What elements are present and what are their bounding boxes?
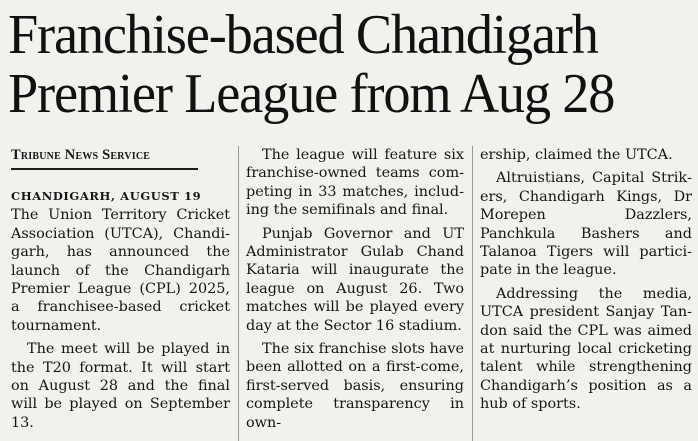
article-column-2 <box>246 146 464 437</box>
headline-line-1: Franchise-based Chandigarh <box>8 4 598 66</box>
paragraph-3: The league will feature six franchise-owned teams competing in 33 matches, including the semifinals and final. <box>246 147 464 219</box>
headline-line-2: Premier League from Aug 28 <box>8 63 615 125</box>
byline-underline <box>11 168 198 170</box>
paragraph-2: The meet will be played in the T20 format. It will start on August 28 and the final will be played on September 13. <box>11 341 230 431</box>
paragraph-5-continued: ership, claimed the UTCA. <box>480 147 673 163</box>
byline: Tribune News Service <box>11 147 151 163</box>
headline <box>8 6 677 124</box>
paragraph-7: Addressing the media, UTCA president Sanjay Tandon said the CPL was aimed at nurturing local cricketing talent while strengthening Chandigarh’s position as a hub of sports. <box>480 285 692 413</box>
dateline: CHANDIGARH, AUGUST 19 <box>11 189 202 204</box>
paragraph-6: Altruistians, Capital Strikers, Chandigarh Kings, Dr Morepen Dazzlers, Panchkula Bashers and Talanoa Tigers will participate in the league. <box>480 170 692 279</box>
article-column-3 <box>480 146 692 419</box>
column-divider-2 <box>472 146 473 441</box>
paragraph-1: The Union Territory Cricket Association (UTCA), Chandigarh, has announced the launch of the Chandigarh Premier League (CPL) 2025, a franchisee-based cricket tournament. <box>11 207 230 334</box>
paragraph-5: The six franchise slots have been allotted on a first-come, first-served basis, ensuring complete transparency in own- <box>246 341 464 431</box>
paragraph-4: Punjab Governor and UT Administrator Gulab Chand Kataria will inaugurate the league on August 26. Two matches will be played every day at the Sector 16 stadium. <box>246 225 464 334</box>
column-divider-1 <box>238 146 239 441</box>
article-column-1 <box>11 146 230 437</box>
